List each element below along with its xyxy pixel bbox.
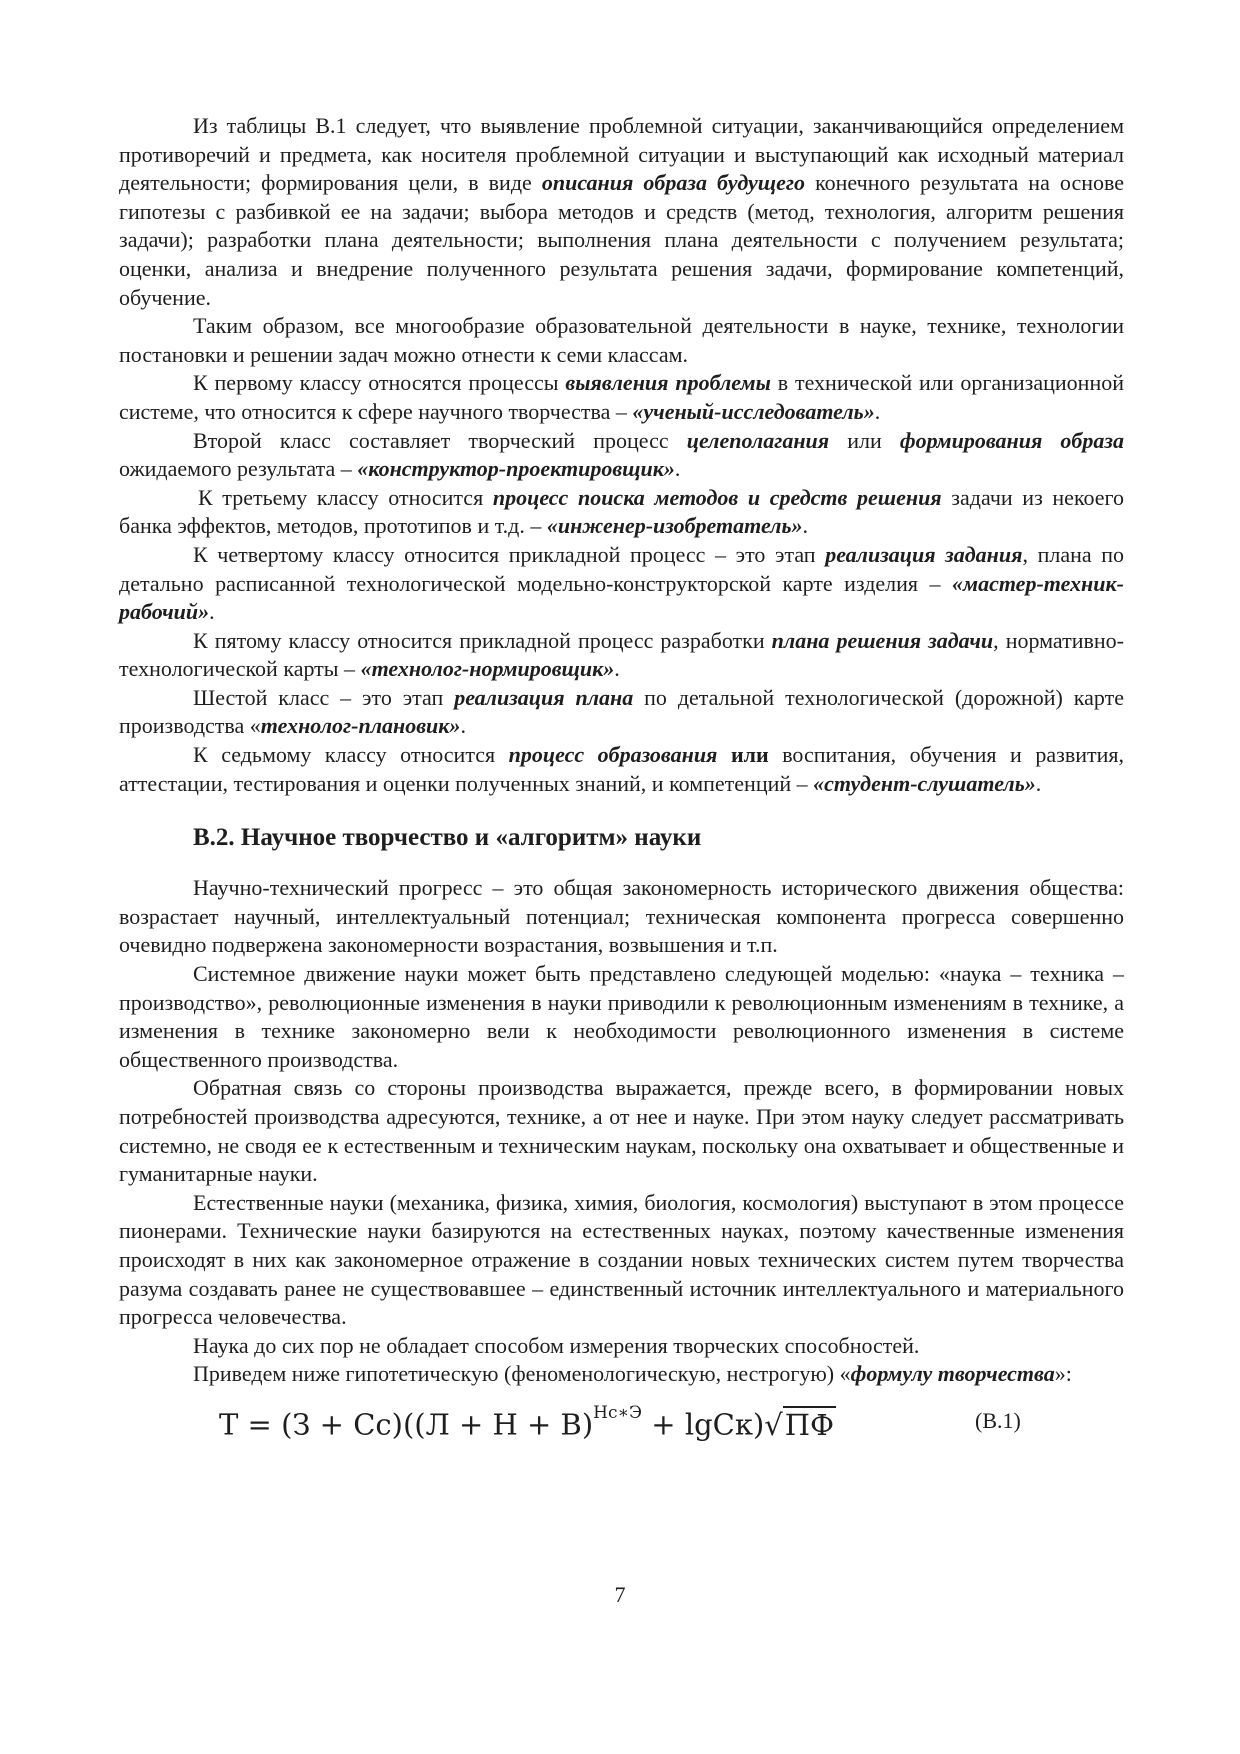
text-run: К четвертому классу относится прикладной процесс – это этап (193, 541, 826, 567)
paragraph (119, 1332, 1124, 1361)
paragraph (119, 541, 1124, 627)
text-run: Наука до сих пор не обладает способом измерения творческих способностей. (193, 1332, 920, 1358)
sqrt-argument: ПФ (784, 1407, 835, 1442)
emphasis-run (900, 428, 1124, 453)
emphasis-run (547, 513, 803, 538)
paragraph (119, 369, 1124, 426)
paragraph (119, 112, 1124, 312)
emphasis-term: формулу творчества (850, 1361, 1055, 1387)
paragraph (119, 627, 1124, 684)
paragraph (119, 427, 1124, 484)
emphasis-term: формирования образа (899, 427, 1124, 453)
paragraphs-bottom (119, 874, 1124, 1389)
bold-run: или (730, 742, 769, 768)
text-run: Обратная связь со стороны производства выражается, прежде всего, в формировании новых потребностей производства адресуются, технике, а от нее и науке. При этом науку следует рассматривать системно, не сводя ее к естественным и техническим наукам, поскольку она охватывает и общественные и гуманитарные науки. (119, 1075, 1124, 1187)
text-run: К пятому классу относится прикладной процесс разработки (193, 627, 772, 653)
text-run: Системное движение науки может быть представлено следующей моделью: «наука – техника – производство», революционные изменения в науки приводили к революционным изменениям в технике, а изменения в технике закономерно вели к необходимости революционного изменения в системе общественного производства. (119, 961, 1124, 1072)
emphasis-term: процесс образования (508, 742, 718, 768)
text-run: . (209, 599, 215, 625)
paragraph (119, 960, 1124, 1074)
paragraph (119, 741, 1124, 798)
text-run: . (874, 398, 881, 424)
text-run: ожидаемого результата – (119, 456, 358, 482)
emphasis-term: «инженер-изобретатель» (546, 513, 803, 539)
text-run: . (460, 713, 466, 739)
emphasis-term: плана решения задачи (771, 627, 994, 653)
emphasis-run (851, 1361, 1055, 1386)
emphasis-run (772, 628, 993, 653)
text-run: в технической или организационной системе, что относится к сфере научного творчества – (119, 370, 1124, 424)
page-number: 7 (614, 1582, 626, 1607)
formula-row (119, 1395, 1124, 1453)
emphasis-term: «мастер-техник-рабочий» (119, 570, 1124, 625)
emphasis-run (632, 399, 874, 424)
emphasis-run (361, 656, 615, 681)
text-run: задачи из некоего банка эффектов, методов, прототипов и т.д. – (119, 484, 1125, 539)
text-run: К первому классу относятся процессы (193, 370, 566, 396)
text-run: Научно-технический прогресс – это общая закономерность исторического движения общества: возрастает научный, интеллектуальный потенциал; техническая компонента прогресса совершенно очевидно подвержена закономерности возрастания, возвышения и т.п. (119, 875, 1124, 958)
formula-tail: + lgСк) (642, 1407, 765, 1442)
paragraph (119, 1074, 1124, 1188)
paragraph (119, 874, 1124, 960)
emphasis-term: выявления проблемы (565, 370, 771, 396)
text-run: , нормативно-технологической карты – (119, 627, 1124, 682)
equation-number: (В.1) (975, 1407, 1021, 1433)
text-run: Естественные науки (механика, физика, химия, биология, космология) выступают в этом процессе пионерами. Технические науки базируются на естественных науках, поэтому качественные изменения происходят в них как закономерное отражение в создании новых технических систем путем творчества разума создавать ранее не существовавшее – единственный источник интеллектуального и материального прогресса человечества. (119, 1189, 1124, 1330)
emphasis-run (261, 713, 461, 738)
emphasis-run (813, 771, 1036, 796)
text-run: или (829, 427, 900, 453)
text-run: . (1035, 770, 1042, 796)
text-run: К седьмому классу относится (193, 742, 509, 768)
creativity-formula (219, 1399, 836, 1445)
emphasis-run (687, 428, 829, 453)
text-run: Приведем ниже гипотетическую (феноменологическую, нестрогую) « (193, 1361, 851, 1387)
text-run: Второй класс составляет творческий процесс (193, 427, 687, 453)
paragraph (119, 312, 1124, 369)
emphasis-term: процесс поиска методов и средств решения (492, 484, 942, 510)
text-run: Шестой класс – это этап (193, 684, 455, 710)
text-run: »: (1054, 1361, 1072, 1387)
emphasis-run (542, 170, 805, 195)
text-run: . (674, 456, 681, 482)
emphasis-term: реализация задания (825, 541, 1023, 567)
paragraphs-top (119, 112, 1124, 798)
document-page (119, 112, 1124, 1453)
emphasis-term: «ученый-исследователь» (632, 398, 875, 424)
text-run: . (802, 513, 809, 539)
formula-sqrt (764, 1405, 836, 1445)
text-run: Таким образом, все многообразие образовательной деятельности в науке, технике, технологии постановки и решении задач можно отнести к семи классам. (119, 313, 1124, 367)
text-run (717, 742, 731, 767)
emphasis-run (493, 485, 942, 510)
text-run: , плана по детально расписанной технологической модельно-конструкторской карте изделия – (119, 541, 1125, 596)
text-run: . (614, 656, 620, 682)
emphasis-term: целеполагания (686, 427, 830, 453)
emphasis-run (509, 742, 718, 767)
emphasis-term: «конструктор-проектировщик» (357, 456, 675, 482)
text-run: Из таблицы В.1 следует, что выявление проблемной ситуации, заканчивающийся определением противоречий и предмета, как носителя проблемной ситуации и выступающий как исходный материал деятельности; формирования цели, в виде (119, 113, 1124, 196)
emphasis-term: «технолог-нормировщик» (360, 656, 615, 682)
text-run: конечного результата на основе гипотезы с разбивкой ее на задачи; выбора методов и средств (метод, технология, алгоритм решения задачи); разработки плана деятельности; выполнения плана деятельности с получением результата; оценки, анализа и внедрение полученного результата решения задачи, формирование компетенций, обучение. (119, 170, 1125, 310)
text-run: К третьему классу относится (198, 484, 493, 510)
formula-exponent: Нс∗Э (593, 1402, 643, 1423)
emphasis-term: реализация плана (454, 684, 634, 710)
emphasis-term: технолог-плановик» (260, 713, 461, 739)
text-run: воспитания, обучения и развития, аттестации, тестирования и оценки полученных знаний, и компетенций – (119, 742, 1124, 796)
emphasis-term: «студент-слушатель» (813, 770, 1036, 796)
sqrt-symbol: √ (764, 1407, 783, 1442)
emphasis-run (825, 542, 1022, 567)
paragraph (119, 484, 1124, 541)
paragraph (119, 1189, 1124, 1332)
emphasis-run (357, 456, 675, 481)
emphasis-run (454, 685, 633, 710)
paragraph (119, 684, 1124, 741)
section-heading: В.2. Научное творчество и «алгоритм» науки (193, 824, 702, 852)
emphasis-term: описания образа будущего (541, 170, 806, 196)
text-run: по детальной технологической (дорожной) карте производства « (119, 684, 1124, 739)
paragraph (119, 1360, 1124, 1389)
emphasis-run (565, 370, 770, 395)
formula-main: Т = (З + Сс)((Л + Н + В) (219, 1407, 594, 1442)
